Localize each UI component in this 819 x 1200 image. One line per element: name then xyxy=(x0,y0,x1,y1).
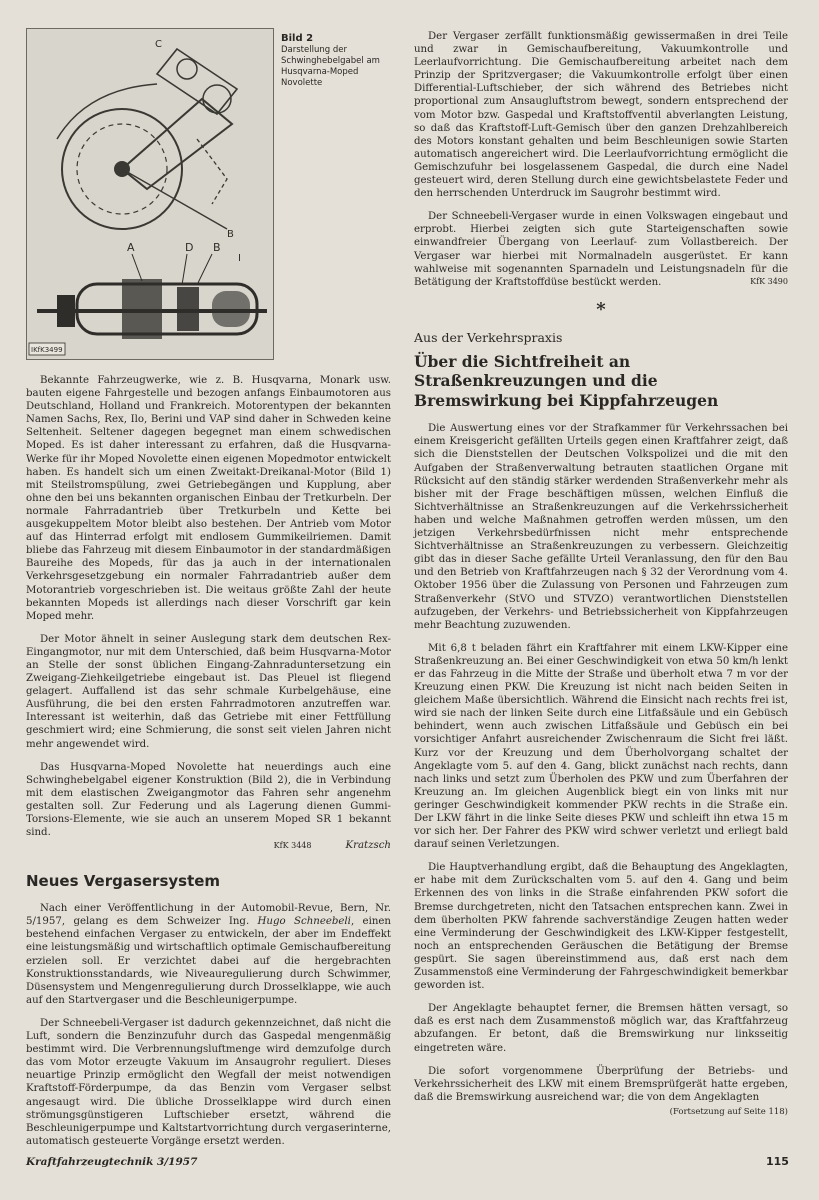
traffic-paragraph-1: Die Auswertung eines vor der Strafkammer für Verkehrssachen bei einem Kreisgericht gefällten Urteils gegen einen Kraftfahrer zeigt, daß sich die Dienststellen der Deutschen Volkspolizei und die mit den Aufgaben der Straßenverwaltung betrauten staatlichen Organe mit Rücksicht auf den ständig stärker werdenden Straßenverkehr mehr als bisher mit der Frage beschäftigen müssen, welchen Einfluß die Sichtverhältnisse an Straßenkreuzungen auf die Verkehrssicherheit haben und welche Maßnahmen getroffen werden müssen, um den jetzigen Verkehrsbedürfnissen nicht mehr entsprechende Sichtverhältnisse an Straßenkreuzungen zu verbessern. Gleichzeitig gibt das in dieser Sache gefällte Urteil Veranlassung, den für den Bau und den Betrieb von Kraftfahrzeugen nach § 32 der Verordnung vom 4. Oktober 1956 über die Zulassung von Personen und Fahrzeugen zum Straßenverkehr (StVO und STVZO) verantwortlichen Dienststellen aufzugeben, der Verkehrs- und Betriebssicherheit von Kippfahrzeugen mehr Beachtung zuzuwenden. xyxy=(414,423,788,631)
vergaser-paragraph-2: Der Schneebeli-Vergaser ist dadurch gekennzeichnet, daß nicht die Luft, sondern die Benzinzufuhr durch das Gaspedal mengenmäßig bestimmt wird. Die Verbrennungsluftmenge wird demzufolge durch das vom Motor erzeugte Vakuum im Ansaugrohr reguliert. Dieses neuartige Prinzip ermöglicht den Wegfall der meist notwendigen Kraftstoff-Förderpumpe, da das Benzin vom Vergaser selbst angesaugt wird. Die übliche Drosselklappe wird durch einen strömungsgünstigeren Luftschieber ersetzt, während die Beschleunigerpumpe und Kaltstartvorrichtung durch vergaserinterne, automatisch gesteuerte Vorgänge ersetzt werden. xyxy=(26,1017,391,1147)
figure-label-b-top: B xyxy=(227,229,234,240)
vergaser-p1-before: Nach einer Veröffentlichung in der Automobil-Revue, Bern, Nr. 5/1957, gelang es dem Schweizer Ing. xyxy=(26,903,391,928)
section-separator: * xyxy=(596,298,606,320)
figure-caption xyxy=(281,32,391,89)
vergaser-paragraph-3: Der Vergaser zerfällt funktionsmäßig gewissermaßen in drei Teile und zwar in Gemischaufbereitung, Vakuumkontrolle und Leerlaufvorrichtung. Die Gemischaufbereitung arbeitet nach dem Prinzip der Spritzvergaser; die Vakuumkontrolle erfolgt über einen Differential-Luftschieber, der sich während des Betriebes nicht proportional zum Ansaugluftstrom bewegt, sondern entsprechend der vom Motor bzw. Gaspedal und Kraftstoffventil abverlangten Leistung, so daß das Kraftstoff-Luft-Gemisch über den ganzen Drehzahlbereich des Motors konstant gehalten und beim Beschleunigen sowie Starten automatisch angereichert wird. Die Leerlaufvorrichtung ermöglicht die Gemischzufuhr bei losgelassenem Gaspedal, die durch eine Nadel gesteuert wird, deren Stellung durch eine gewichtsbelastete Feder und den herrschenden Unterdruck im Saugrohr bestimmt wird. xyxy=(414,31,788,200)
moped-reference-line xyxy=(26,839,391,852)
moped-ref-number: KfK 3448 xyxy=(273,841,312,851)
vergaser-paragraph-1 xyxy=(26,902,391,1007)
traffic-paragraph-2: Mit 6,8 t beladen fährt ein Kraftfahrer mit einem LKW-Kipper eine Straßenkreuzung an. Bei einer Geschwindigkeit von etwa 50 km/h lenkt er das Fahrzeug in die Mitte der Straße und überholt etwa 7 m vor der Kreuzung einen PKW. Die Kreuzung ist nicht nach beiden Seiten in gleichem Maße übersichtlich. Während die Einsicht nach rechts frei ist, wird sie nach der linken Seite durch eine Litfaßsäule und ein Gebüsch behindert, wenn auch zwischen Litfaßsäule und Gebüsch ein bei vorsichtiger Anfahrt ausreichender Zwischenraum die Sicht frei läßt. Kurz vor der Kreuzung und dem Überholvorgang schaltet der Angeklagte vom 5. auf den 4. Gang, blickt zunächst nach rechts, dann nach links und setzt zum Überholen des PKW und zum Überfahren der Kreuzung an. Im gleichen Augenblick biegt ein von links mit nur geringer Geschwindigkeit kommender PKW rechts in die Straße ein. Der LKW fährt in die linke Seite dieses PKW und schleift ihn etwa 15 m vor sich her. Der Fahrer des PKW wird schwer verletzt und erliegt bald darauf seinen Verletzungen. xyxy=(414,642,788,851)
figure-label-i: I xyxy=(238,253,241,264)
left-column xyxy=(26,374,391,1148)
article-headline: Über die Sichtfreiheit an Straßenkreuzungen und die Bremswirkung bei Kippfahrzeugen xyxy=(414,351,719,410)
moped-paragraph-1: Bekannte Fahrzeugwerke, wie z. B. Husqvarna, Monark usw. bauten eigene Fahrgestelle und bezogen anfangs Einbaumotoren aus Deutschland, Holland und Frankreich. Motorentypen der bekannten Namen Sachs, Rex, Ilo, Berini und VAP sind daher in Schweden keine Seltenheit. Seltener dagegen begegnet man einem schwedischen Moped. Es ist daher interessant zu erfahren, daß die Husqvarna-Werke für ihr Moped Novolette einen eigenen Mopedmotor entwickelt haben. Es handelt sich um einen Zweitakt-Dreikanal-Motor (Bild 1) mit Steilstromspülung, zwei Getriebegängen und Kupplung, aber ohne den bei uns bekannten organischen Einbau der Tretkurbeln. Der normale Fahrradantrieb über Tretkurbeln und Kette bei ausgekuppeltem Motor bleibt also bestehen. Der Antrieb vom Motor auf das Hinterrad erfolgt mit endlosem Gummikeilriemen. Damit bliebe das Fahrzeug mit diesem Einbaumotor in der standardmäßigen Baureihe des Mopeds, für das ja auch in der internationalen Verkehrsgesetzgebung ein normaler Fahrradantrieb außer dem Motorantrieb vorgeschrieben ist. Die weitaus größte Zahl der heute bekannten Mopeds ist allerdings nach dieser Vorschrift gar kein Moped mehr. xyxy=(26,375,391,622)
traffic-paragraph-3: Die Hauptverhandlung ergibt, daß die Behauptung des Angeklagten, er habe mit dem Zurückschalten vom 5. auf den 4. Gang und beim Erkennen des von links in die Straße einfahrenden PKW sofort die Bremse durchgetreten, nicht den Tatsachen entsprechen kann. Zwei in dem überholten PKW fahrende sachverständige Zeugen hatten weder eine Verminderung der Geschwindigkeit des LKW-Kipper festgestellt, noch an entsprechenden Geräuschen die Betätigung der Bremse gespürt. Sie sagen übereinstimmend aus, daß erst nach dem Zusammenstoß eine Verminderung der Fahrgeschwindigkeit bemerkbar geworden ist. xyxy=(414,862,788,992)
figure-label-a: A xyxy=(127,241,135,254)
right-column xyxy=(414,30,788,1118)
moped-paragraph-3: Das Husqvarna-Moped Novolette hat neuerdings auch eine Schwinghebelgabel eigener Konstruktion (Bild 2), die in Verbindung mit dem elastischen Zweigangmotor das Fahren sehr angenehm gestalten soll. Zur Federung und als Lagerung dienen Gummi-Torsions-Elemente, wie sie auch an unserem Moped SR 1 bekannt sind. xyxy=(26,761,391,839)
figure-label-d: D xyxy=(185,241,194,254)
figure-stamp: IKfK3499 xyxy=(31,346,63,354)
moped-author: Kratzsch xyxy=(345,840,391,852)
page-number: 115 xyxy=(766,1155,789,1168)
moped-paragraph-2: Der Motor ähnelt in seiner Auslegung stark dem deutschen Rex-Eingangmotor, nur mit dem Unterschied, daß beim Husqvarna-Motor an Stelle der sonst üblichen Eingang-Zahnraduntersetzung ein Zweigang-Ziehkeilgetriebe eingebaut ist. Das Pleuel ist fliegend gelagert. Auffallend ist das sehr schmale Kurbelgehäuse, eine Ausführung, die bei den ersten Fahrradmotoren anzutreffen war. Interessant ist weiterhin, daß das Getriebe mit einer Fettfüllung geschmiert wird; eine Schmierung, die sonst seit vielen Jahren nicht mehr angewendet wird. xyxy=(26,633,391,750)
figure-label-b-bottom: B xyxy=(213,241,221,254)
inventor-name: Hugo Schneebeli xyxy=(257,916,351,928)
figure-number: Bild 2 xyxy=(281,33,314,44)
traffic-paragraph-4: Der Angeklagte behauptet ferner, die Bremsen hätten versagt, so daß es erst nach dem Zusammenstoß möglich war, das Kraftfahrzeug abzufangen. Er betont, daß die Bremswirkung nur linksseitig eingetreten wäre. xyxy=(414,1003,788,1054)
figure-caption-text: Darstellung der Schwinghebelgabel am Husqvarna-Moped Novolette xyxy=(281,45,380,88)
figure-label-c: C xyxy=(155,39,162,50)
continuation-note: (Fortsetzung auf Seite 118) xyxy=(669,1106,788,1117)
vergaser-paragraph-4: Der Schneebeli-Vergaser wurde in einen Volkswagen eingebaut und erprobt. Hierbei zeigten sich gute Starteigenschaften sowie einwandfreier Übergang von Leerlauf- zum Vollastbereich. Der Vergaser war hierbei mit Normalnadeln ausgerüstet. Er kann wahlweise mit sogenannten Sparnadeln und Leistungsnadeln für die Betätigung der Kraftstoffdüse bestückt werden. xyxy=(414,211,788,288)
technical-drawing xyxy=(27,29,273,359)
vergaser-p1-after: , einen bestehend einfachen Vergaser zu entwickeln, der aber im Endeffekt eine leistungsmäßig und wirtschaftlich optimale Gemischaufbereitung erzielen soll. Er verzichtet dabei auf die hergebrachten Konstruktionsstandards, wie Niveauregulierung durch Schwimmer, Düsensystem und Mengenregulierung durch Drosselklappe, wie auch auf den Startvergaser und die Beschleunigerpumpe. xyxy=(26,916,391,1006)
section-title-vergaser: Neues Vergasersystem xyxy=(26,872,221,891)
vergaser-ref-number: KfK 3490 xyxy=(750,276,788,286)
journal-footer: Kraftfahrzeugtechnik 3/1957 xyxy=(26,1156,198,1168)
rubric-kicker: Aus der Verkehrspraxis xyxy=(414,329,563,345)
figure-swing-fork-drawing xyxy=(26,28,274,360)
traffic-paragraph-5: Die sofort vorgenommene Überprüfung der Betriebs- und Verkehrssicherheit des LKW mit einem Bremsprüfgerät hatte ergeben, daß die Bremswirkung ausreichend war; die von dem Angeklagten xyxy=(414,1065,788,1103)
